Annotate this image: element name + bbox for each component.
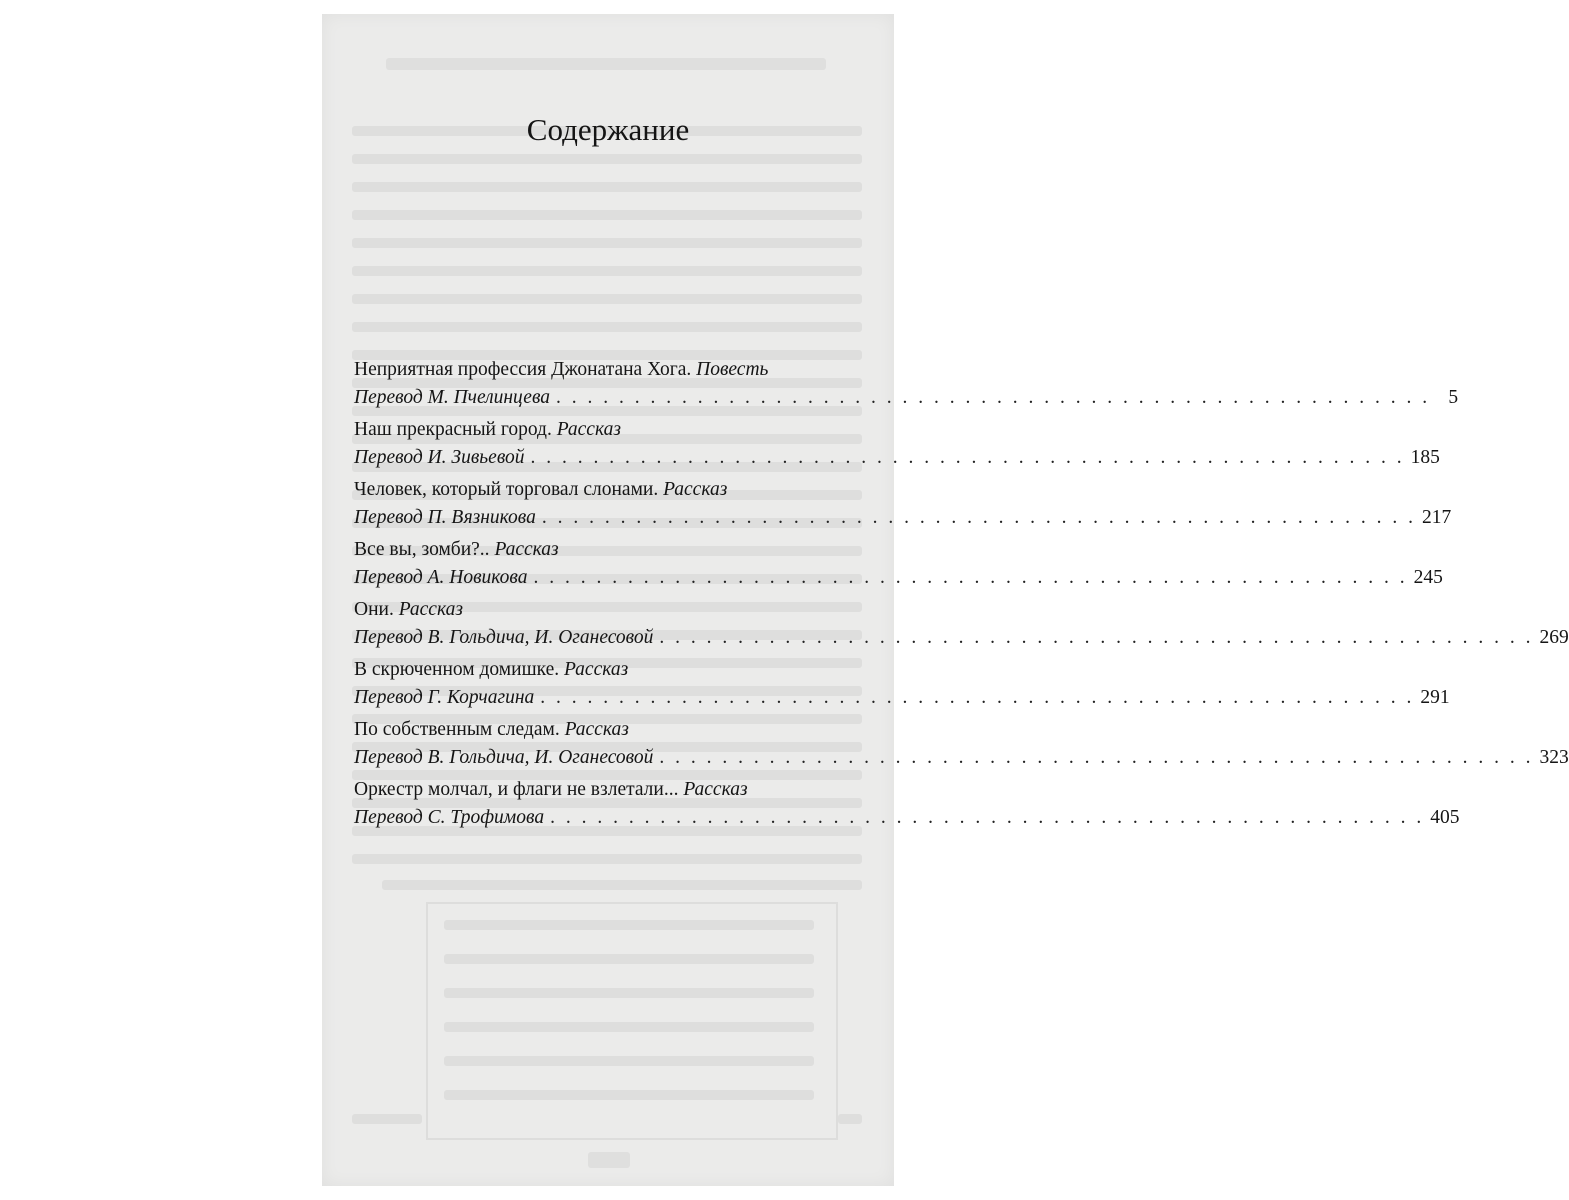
entry-title-line — [354, 716, 902, 744]
entry-translator-line — [354, 804, 1460, 832]
entry-title: Неприятная профессия Джонатана Хога. — [354, 359, 692, 380]
entry-translator-line — [354, 564, 1443, 592]
entry-translator: Перевод Г. Корчагина — [354, 687, 535, 708]
entry-title-line — [354, 356, 902, 384]
entry-title-line — [354, 536, 902, 564]
entry-title: По собственным следам. — [354, 719, 560, 740]
page-title: Содержание — [526, 112, 690, 147]
entry-title: В скрюченном домишке. — [354, 659, 560, 680]
entry-translator: Перевод В. Гольдича, И. Оганесовой — [354, 627, 654, 648]
entry-title-line — [354, 596, 902, 624]
dot-leader — [534, 564, 1408, 592]
entry-title-line — [354, 776, 902, 804]
entry-title: Оркестр молчал, и флаги не взлетали... — [354, 779, 679, 800]
entry-translator: Перевод М. Пчелинцева — [354, 387, 551, 408]
entry-genre: Рассказ — [398, 599, 463, 620]
entry-page-number: 323 — [1539, 747, 1569, 768]
entry-title: Все вы, зомби?.. — [354, 539, 490, 560]
entry-page-number: 291 — [1420, 687, 1450, 708]
toc-entry[interactable] — [354, 596, 1569, 656]
dot-leader — [540, 684, 1414, 712]
entry-page-number: 269 — [1539, 627, 1569, 648]
entry-genre: Повесть — [696, 359, 769, 380]
toc-entry[interactable] — [354, 476, 1452, 536]
entry-genre: Рассказ — [663, 479, 728, 500]
entry-page-number: 217 — [1422, 507, 1452, 528]
dot-leader — [659, 744, 1533, 772]
entry-genre: Рассказ — [564, 659, 629, 680]
entry-title: Наш прекрасный город. — [354, 419, 552, 440]
entry-translator-line — [354, 384, 1459, 412]
toc-entry[interactable] — [354, 776, 1460, 836]
entry-page-number: 405 — [1430, 807, 1460, 828]
entry-genre: Рассказ — [564, 719, 629, 740]
entry-translator: Перевод А. Новикова — [354, 567, 528, 588]
entry-translator-line — [354, 624, 1569, 652]
entry-title-line — [354, 476, 902, 504]
entry-translator: Перевод П. Вязникова — [354, 507, 536, 528]
dot-leader — [659, 624, 1533, 652]
entry-title: Человек, который торговал слонами. — [354, 479, 659, 500]
toc-entry[interactable] — [354, 416, 1440, 476]
entry-translator: Перевод И. Зивьевой — [354, 447, 525, 468]
entry-page-number: 245 — [1413, 567, 1443, 588]
dot-leader — [531, 444, 1405, 472]
dot-leader — [556, 384, 1430, 412]
entry-title-line — [354, 416, 902, 444]
entry-page-number: 5 — [1448, 387, 1459, 408]
toc-entry[interactable] — [354, 536, 1443, 596]
table-of-contents — [354, 356, 1569, 836]
entry-genre: Рассказ — [556, 419, 621, 440]
entry-genre: Рассказ — [683, 779, 748, 800]
entry-translator-line — [354, 444, 1440, 472]
toc-entry[interactable] — [354, 656, 1450, 716]
entry-translator-line — [354, 684, 1450, 712]
entry-title-line — [354, 656, 902, 684]
entry-translator-line — [354, 504, 1452, 532]
entry-translator: Перевод С. Трофимова — [354, 807, 545, 828]
toc-entry[interactable] — [354, 356, 1459, 416]
entry-page-number: 185 — [1410, 447, 1440, 468]
dot-leader — [542, 504, 1416, 532]
entry-translator-line — [354, 744, 1569, 772]
dot-leader — [550, 804, 1424, 832]
entry-title: Они. — [354, 599, 394, 620]
entry-translator: Перевод В. Гольдича, И. Оганесовой — [354, 747, 654, 768]
toc-entry[interactable] — [354, 716, 1569, 776]
book-page — [322, 14, 1569, 1186]
entry-genre: Рассказ — [494, 539, 559, 560]
